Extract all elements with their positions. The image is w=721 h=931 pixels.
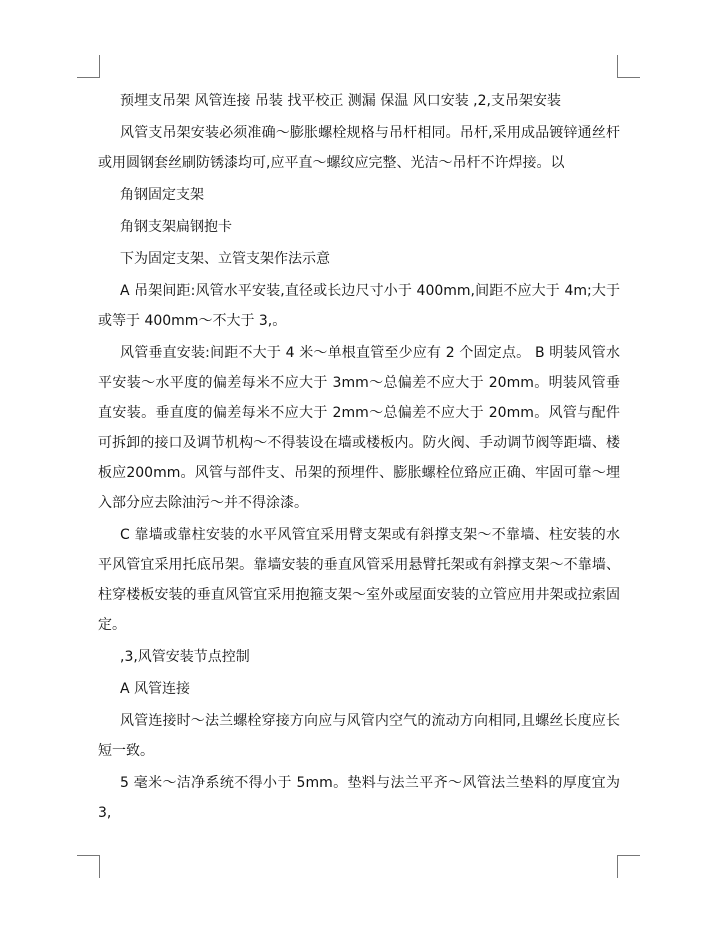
page-corner-mark-bottom-left bbox=[77, 855, 100, 878]
paragraph-4: 角钢支架扁钢抱卡 bbox=[120, 219, 232, 235]
paragraph-7: 风管垂直安装:间距不大于 4 米～单根直管至少应有 2 个固定点。 B 明装风管水平安装～水平度的偏差每米不应大于 3mm～总偏差不应大于 20mm。明装风管垂直安装。垂直度的偏差每米不应大于 2mm～总偏差不应大于 20mm。风管与配件可拆卸的接口及调节机构～不得装设在墙或楼板内。防火阀、手动调节阀等距墙、楼板应200mm。风管与部件支、吊架的预埋件、膨胀螺栓位臵应正确、牢固可靠～埋入部分应去除油污～并不得涂漆。 bbox=[98, 345, 620, 511]
page-corner-mark-bottom-right bbox=[617, 855, 640, 878]
paragraph-3: 角钢固定支架 bbox=[120, 187, 204, 203]
paragraph-2: 风管支吊架安装必须准确～膨胀螺栓规格与吊杆相同。吊杆,采用成品镀锌通丝杆或用圆钢套丝刷防锈漆均可,应平直～螺纹应完整、光洁～吊杆不许焊接。以 bbox=[98, 125, 620, 171]
paragraph-9: ,3,风管安装节点控制 bbox=[120, 649, 250, 665]
paragraph-8: C 靠墙或靠柱安装的水平风管宜采用臂支架或有斜撑支架～不靠墙、柱安装的水平风管宜采用托底吊架。靠墙安装的垂直风管采用悬臂托架或有斜撑支架～不靠墙、柱穿楼板安装的垂直风管宜采用抱箍支架～室外或屋面安装的立管应用井架或拉索固定。 bbox=[98, 527, 620, 633]
paragraph-1: 预埋支吊架 风管连接 吊装 找平校正 测漏 保温 风口安装 ,2,支吊架安装 bbox=[120, 93, 561, 109]
document-body bbox=[98, 86, 620, 828]
paragraph-10: A 风管连接 bbox=[120, 681, 191, 697]
paragraph-12: 5 毫米～洁净系统不得小于 5mm。垫料与法兰平齐～风管法兰垫料的厚度宜为3, bbox=[98, 775, 620, 821]
paragraph-11: 风管连接时～法兰螺栓穿接方向应与风管内空气的流动方向相同,且螺丝长度应长短一致。 bbox=[98, 713, 620, 759]
paragraph-5: 下为固定支架、立管支架作法示意 bbox=[120, 251, 330, 267]
paragraph-6: A 吊架间距:风管水平安装,直径或长边尺寸小于 400mm,间距不应大于 4m;大于或等于 400mm～不大于 3,。 bbox=[98, 283, 620, 329]
page-corner-mark-top-right bbox=[617, 55, 640, 78]
page-corner-mark-top-left bbox=[77, 55, 100, 78]
